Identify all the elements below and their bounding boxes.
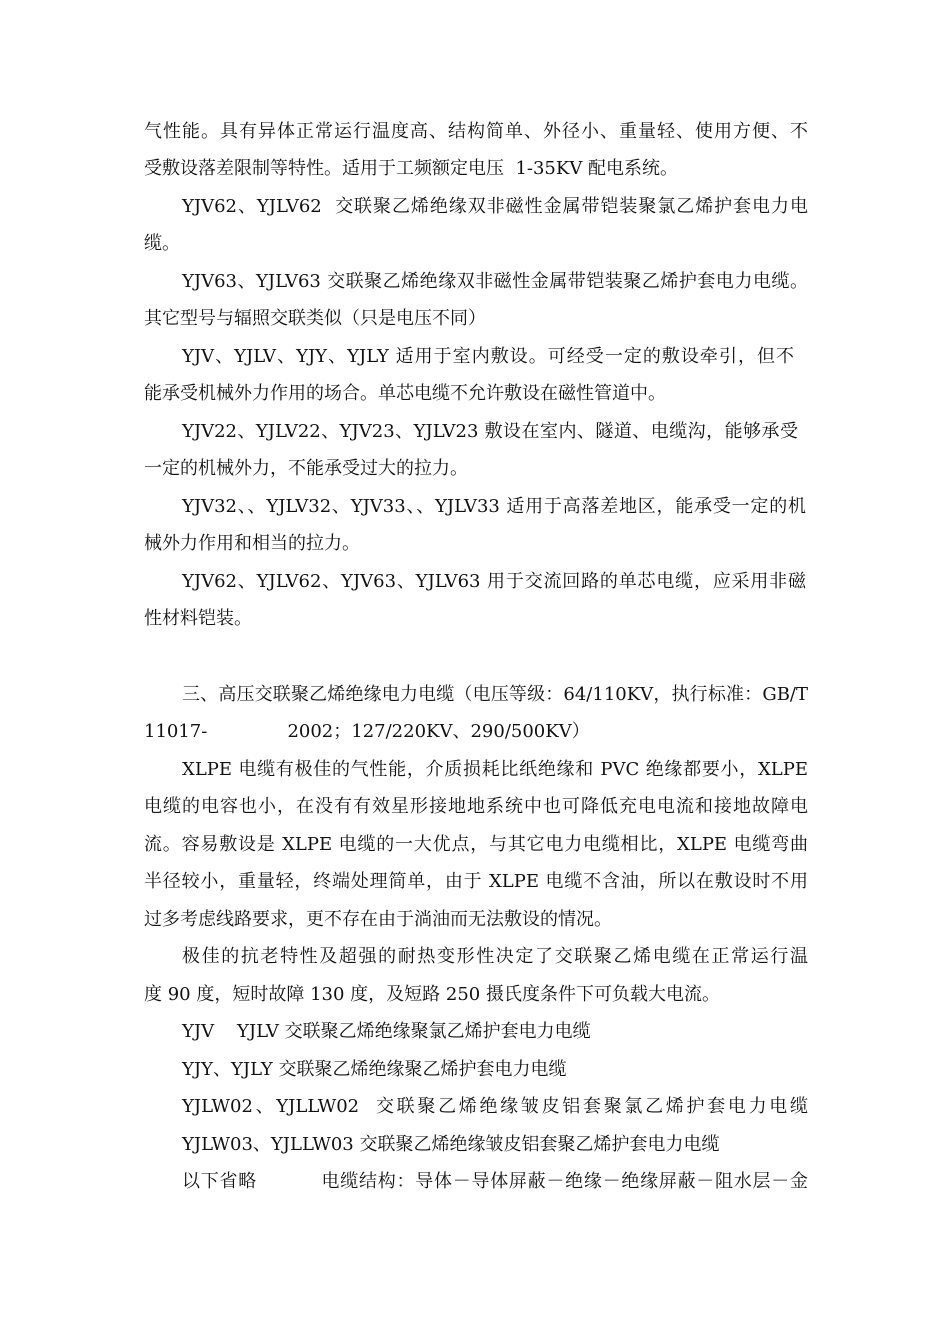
section-heading-line: 11017- 2002；127/220KV、290/500KV） (144, 721, 590, 742)
body-text-line: 性材料铠装。 (144, 608, 252, 629)
body-text-line: 缆。 (144, 233, 180, 254)
body-text-line: XLPE 电缆有极佳的气性能，介质损耗比纸绝缘和 PVC 绝缘都要小，XLPE (182, 759, 808, 780)
body-text-line: 其它型号与辐照交联类似（只是电压不同） (144, 308, 486, 329)
body-text-line: 械外力作用和相当的拉力。 (144, 533, 360, 554)
cable-type-line: YJLW03、YJLLW03 交联聚乙烯绝缘皱皮铝套聚乙烯护套电力电缆 (182, 1134, 720, 1155)
body-text-line: YJV、YJLV、YJY、YJLY 适用于室内敷设。可经受一定的敷设牵引，但不 (182, 346, 794, 367)
body-text-line: 电缆的电容也小，在没有有效星形接地地系统中也可降低充电电流和接地故障电 (144, 796, 808, 817)
body-text-line: 气性能。具有异体正常运行温度高、结构简单、外径小、重量轻、使用方便、不 (144, 121, 808, 142)
body-text-line: 流。容易敷设是 XLPE 电缆的一大优点，与其它电力电缆相比，XLPE 电缆弯曲 (144, 834, 808, 855)
body-text-line: 半径较小，重量轻，终端处理简单，由于 XLPE 电缆不含油，所以在敷设时不用 (144, 871, 808, 892)
cable-type-line: YJLW02、YJLLW02 交联聚乙烯绝缘皱皮铝套聚氯乙烯护套电力电缆 (182, 1096, 808, 1117)
body-text-line: 极佳的抗老特性及超强的耐热变形性决定了交联聚乙烯电缆在正常运行温 (182, 946, 808, 967)
body-text-line: YJV22、YJLV22、YJV23、YJLV23 敷设在室内、隧道、电缆沟，能够承受 (182, 421, 798, 442)
cable-type-line: YJY、YJLY 交联聚乙烯绝缘聚乙烯护套电力电缆 (182, 1059, 567, 1080)
body-text-line: 能承受机械外力作用的场合。单芯电缆不允许敷设在磁性管道中。 (144, 383, 666, 404)
section-heading-line: 三、高压交联聚乙烯绝缘电力电缆（电压等级：64/110KV，执行标准：GB/T (182, 684, 808, 705)
cable-type-line: YJV YJLV 交联聚乙烯绝缘聚氯乙烯护套电力电缆 (182, 1021, 591, 1042)
body-text-line: 受敷设落差限制等特性。适用于工频额定电压 1-35KV 配电系统。 (144, 158, 679, 179)
body-text-line: YJV62、YJLV62 交联聚乙烯绝缘双非磁性金属带铠装聚氯乙烯护套电力电 (182, 196, 808, 217)
body-text-line: 以下省略 电缆结构：导体－导体屏蔽－绝缘－绝缘屏蔽－阻水层－金 (182, 1171, 808, 1192)
body-text-line: 一定的机械外力，不能承受过大的拉力。 (144, 458, 468, 479)
body-text-line: YJV62、YJLV62、YJV63、YJLV63 用于交流回路的单芯电缆，应采用非磁 (182, 571, 806, 592)
body-text-line: YJV32、、YJLV32、YJV33、、YJLV33 适用于高落差地区，能承受一定的机 (182, 496, 806, 517)
body-text-line: YJV63、YJLV63 交联聚乙烯绝缘双非磁性金属带铠装聚乙烯护套电力电缆。 (182, 271, 808, 292)
body-text-line: 过多考虑线路要求，更不存在由于淌油而无法敷设的情况。 (144, 909, 612, 930)
body-text-line: 度 90 度，短时故障 130 度，及短路 250 摄氏度条件下可负载大电流。 (144, 984, 720, 1005)
